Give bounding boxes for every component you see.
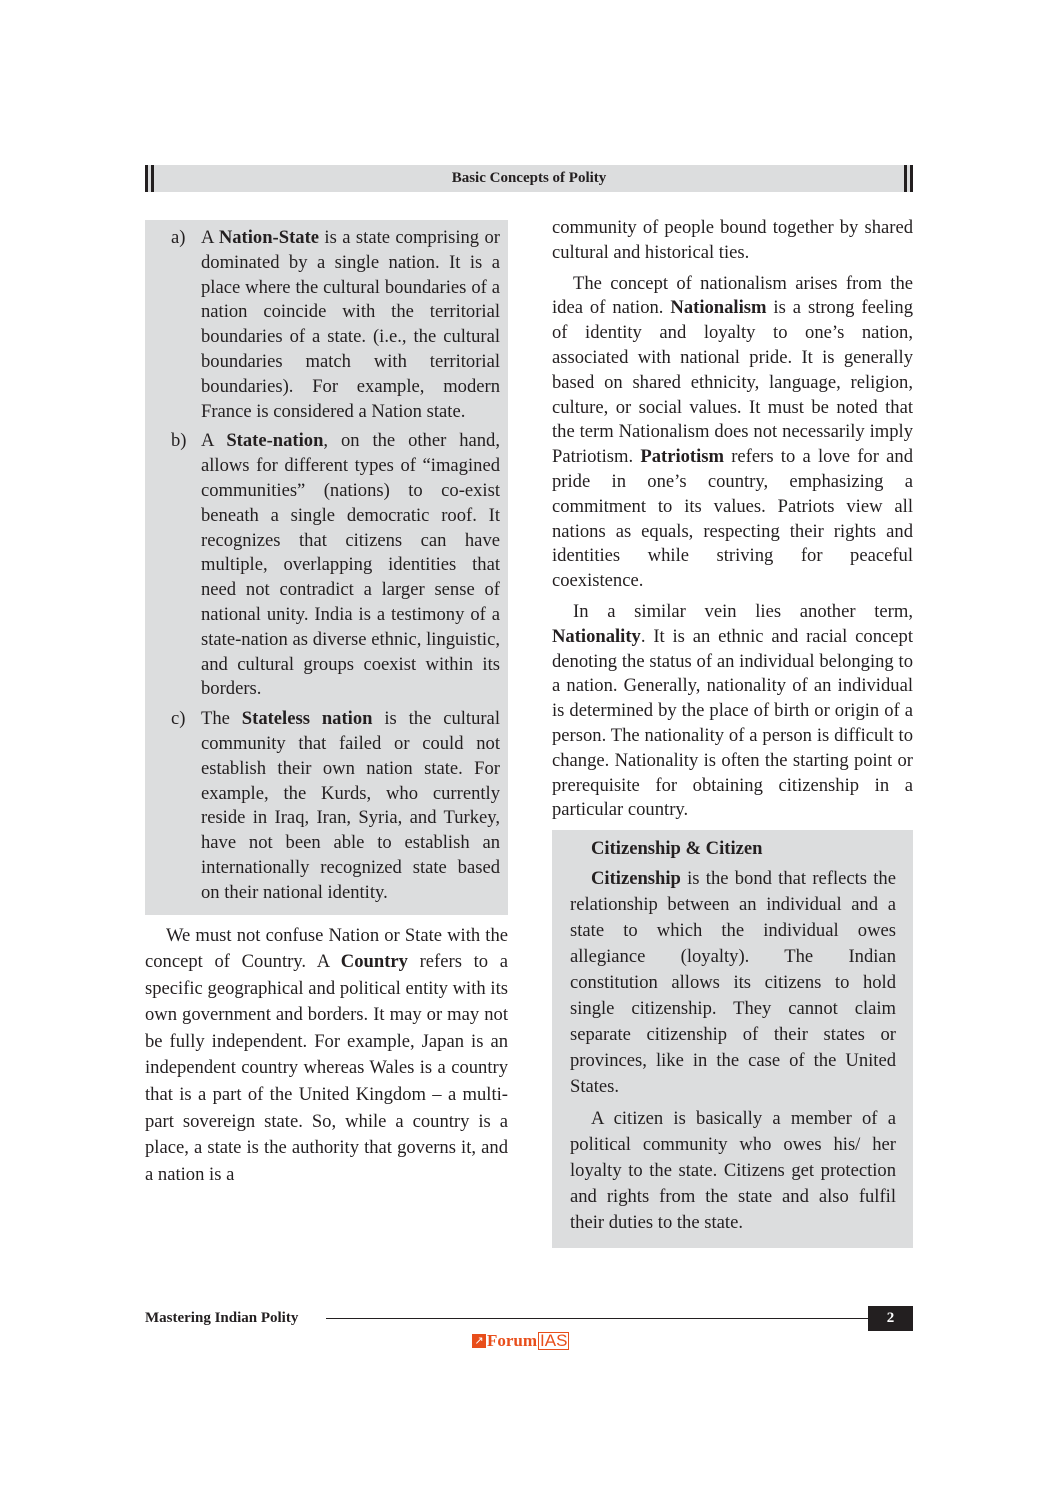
forumias-logo (472, 1331, 569, 1351)
item-label: b) (171, 430, 187, 452)
term-nationalism: Nationalism (670, 297, 767, 319)
term-nation-state: Nation-State (218, 227, 320, 248)
item-text: The Stateless nation is the cultural community that failed or could not establish their own nation state. For example, the Kurds, who currently reside in Iraq, Iran, Syria, and Turkey, have not been able to establish an internationally recognized state based on their national identity. (201, 708, 500, 903)
header-right-mark (904, 165, 907, 192)
citizen-paragraph: A citizen is basically a member of a political community who owes his/ her loyalty to the state. Citizens get protection and rights from the state and also fulfil their duties to the state. (570, 1108, 896, 1234)
continued-paragraph: community of people bound together by shared cultural and historical ties. (552, 217, 913, 263)
left-column (145, 220, 508, 1188)
item-text: A Nation-State is a state comprising or dominated by a single nation. It is a place where the cultural boundaries of a nation coincide with the territorial boundaries of a state. (i.e., the cultural boundaries match with territorial boundaries). For example, modern France is considered a Nation state. (201, 227, 500, 422)
list-item (171, 707, 500, 905)
term-country: Country (340, 951, 408, 973)
term-citizenship: Citizenship (591, 868, 681, 890)
footer-book-title: Mastering Indian Polity (145, 1310, 299, 1326)
page-number: 2 (868, 1306, 913, 1331)
list-item (171, 429, 500, 702)
logo-ias-text: IAS (540, 1331, 568, 1350)
logo-forum-text: Forum (487, 1331, 538, 1350)
item-label: a) (171, 227, 186, 248)
term-patriotism: Patriotism (640, 446, 724, 468)
citizenship-box (552, 830, 913, 1248)
right-column (552, 216, 913, 1248)
country-paragraph: We must not confuse Nation or State with the concept of Country. A Country refers to a specific geographical and political entity with its own government and borders. It may or may not be fully independent. For example, Japan is an independent country whereas Wales is a country that is a part of the United Kingdom – a multi-part sovereign state. So, while a country is a place, a state is the authority that governs it, and a nation is a (145, 924, 508, 1185)
header-right-mark-2 (910, 165, 913, 192)
state-types-box (145, 220, 508, 915)
arrow-icon: ↗ (472, 1334, 486, 1348)
header-title: Basic Concepts of Polity (451, 170, 607, 186)
running-header (145, 165, 913, 192)
item-text: A State-nation, on the other hand, allows for different types of “imagined communities” (nations) to co-exist beneath a single democratic roof. It recognizes that citizens can have multiple, overlapping identities that need not contradict a larger sense of national unity. India is a testimony of a state-nation as diverse ethnic, linguistic, and cultural groups coexist within its borders. (201, 430, 500, 700)
nationalism-paragraph: The concept of nationalism arises from the idea of nation. Nationalism is a strong feeling of identity and loyalty to one’s nation, associated with national pride. It is generally based on shared ethnicity, language, religion, culture, or social values. It must be noted that the term Nationalism does not necessarily imply Patriotism. Patriotism refers to a love for and pride in one’s country, emphasizing a commitment to its values. Patriots view all nations as equals, respecting their rights and identities while striving for peaceful coexistence. (552, 272, 914, 592)
term-stateless-nation: Stateless nation (241, 708, 373, 730)
nationality-paragraph: In a similar vein lies another term, Nationality. It is an ethnic and racial concept denoting the status of an individual belonging to a nation. Generally, nationality of an individual is determined by the place of birth or origin of a person. The nationality of a person is difficult to change. Nationality is often the starting point or prerequisite for obtaining citizenship in a particular country. (552, 600, 913, 821)
citizenship-paragraph: Citizenship is the bond that reflects the relationship between an individual and a state to which the individual owes allegiance (loyalty). The Indian constitution allows its citizens to hold single citizenship. They cannot claim separate citizenship of their states or provinces, like in the case of the United States. (570, 868, 896, 1098)
list-item (171, 226, 500, 424)
footer-rule (326, 1318, 870, 1319)
term-nationality: Nationality (552, 625, 641, 647)
citizenship-box-title: Citizenship & Citizen (591, 838, 763, 860)
term-state-nation: State-nation (226, 430, 324, 452)
item-label: c) (171, 708, 186, 730)
